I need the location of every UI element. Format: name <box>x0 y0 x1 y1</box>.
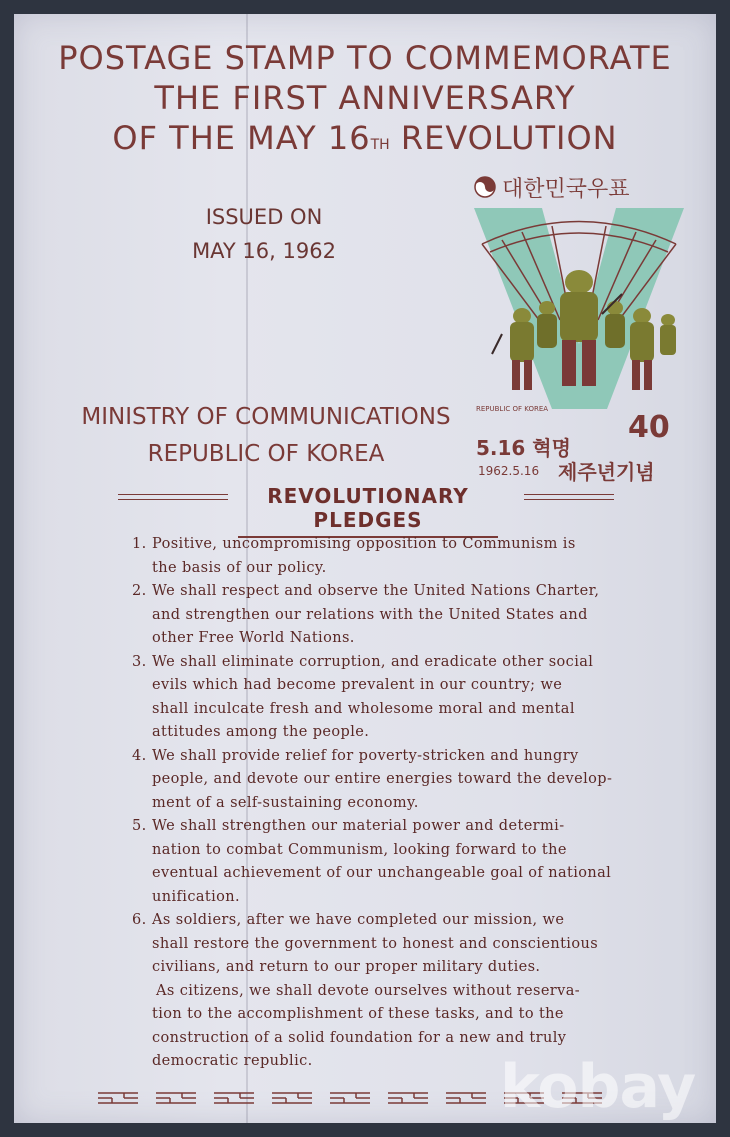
ministry-name: MINISTRY OF COMMUNICATIONS <box>81 404 451 430</box>
pledge-line: shall inculcate fresh and wholesome moral and mental <box>152 700 575 717</box>
pledge-number: 1. <box>132 536 147 552</box>
pledge-line: As soldiers, after we have completed our mission, we <box>152 912 565 928</box>
pledge-line: democratic republic. <box>152 1053 313 1069</box>
pledge-line: We shall provide relief for poverty-stricken and hungry <box>152 747 579 764</box>
pledge-line: unification. <box>152 888 241 905</box>
pledge-item <box>132 580 648 651</box>
pledge-number: 5. <box>132 818 147 834</box>
pledge-item <box>132 909 648 980</box>
pledge-number: 3. <box>132 653 147 670</box>
title-line-1: POSTAGE STAMP TO COMMEMORATE <box>58 39 672 77</box>
pledge-line: evils which had become prevalent in our country; we <box>152 677 563 693</box>
ministry-block <box>66 399 466 473</box>
pledge-line: civilians, and return to our proper military duties. <box>152 959 541 975</box>
pledge-item <box>132 651 648 745</box>
pledge-line: ment of a self-sustaining economy. <box>152 794 419 811</box>
pledge-item <box>132 533 648 580</box>
pledge-line: eventual achievement of our unchangeable goal of national <box>152 865 612 881</box>
stamp-date: 1962.5.16 <box>478 464 540 478</box>
pledge-number: 2. <box>132 583 147 599</box>
pledge-line: tion to the accomplishment of these tasks, and to the <box>152 1006 564 1022</box>
pledge-item <box>132 745 648 816</box>
pledge-line: We shall eliminate corruption, and eradicate other social <box>152 653 594 670</box>
pledges-heading-block <box>118 480 618 532</box>
pledge-line: other Free World Nations. <box>152 630 355 646</box>
pledges-heading: REVOLUTIONARY PLEDGES <box>238 484 498 538</box>
title-ordinal-suffix: TH <box>370 137 390 153</box>
pledge-line: nation to combat Communism, looking forward to the <box>152 841 567 858</box>
pledge-line: As citizens, we shall devote ourselves without reserva- <box>156 982 581 999</box>
taeguk-emblem-icon <box>474 176 496 198</box>
pledge-line: Positive, uncompromising opposition to Communism is <box>152 536 576 552</box>
pledge-line: the basis of our policy. <box>152 559 327 576</box>
title-line-2: THE FIRST ANNIVERSARY <box>154 79 576 117</box>
pledge-item <box>132 815 648 909</box>
title-line-3-main: OF THE MAY 16 <box>112 119 371 157</box>
pledge-number: 4. <box>132 747 147 764</box>
ministry-country: REPUBLIC OF KOREA <box>147 441 385 467</box>
stamp-header-text: 대한민국우표 <box>502 176 630 202</box>
stamp-header <box>474 172 684 202</box>
heading-rule-left <box>118 494 228 500</box>
heading-rule-right <box>524 494 614 500</box>
stamp-event-label: 5.16 혁명 <box>476 436 571 460</box>
stamp-commemoration-label: 제주년기념 <box>558 460 655 484</box>
pledge-line: We shall strengthen our material power and determi- <box>152 818 565 834</box>
pledges-list <box>132 533 648 1074</box>
pledge-line: and strengthen our relations with the United States and <box>152 606 588 623</box>
stamp-denomination: 40 <box>628 410 670 445</box>
pledge-number: 6. <box>132 912 147 928</box>
title-line-3 <box>14 118 716 165</box>
issued-label: ISSUED ON <box>205 205 323 229</box>
issued-date: MAY 16, 1962 <box>192 239 336 263</box>
stamp-illustration <box>472 204 686 409</box>
pledge-line: construction of a solid foundation for a new and truly <box>152 1029 567 1046</box>
issue-date-block <box>164 200 364 268</box>
pledge-line: attitudes among the people. <box>152 724 370 740</box>
pledge-line: shall restore the government to honest and conscientious <box>152 935 599 952</box>
souvenir-sheet <box>14 14 716 1123</box>
stamp-country-label: REPUBLIC OF KOREA <box>476 405 549 413</box>
sheet-title <box>14 38 716 165</box>
title-line-3-end: REVOLUTION <box>389 119 618 157</box>
watermark: kobay <box>500 1052 696 1122</box>
pledge-line: people, and devote our entire energies toward the develop- <box>152 771 613 787</box>
pledge-line: We shall respect and observe the United Nations Charter, <box>152 583 600 599</box>
